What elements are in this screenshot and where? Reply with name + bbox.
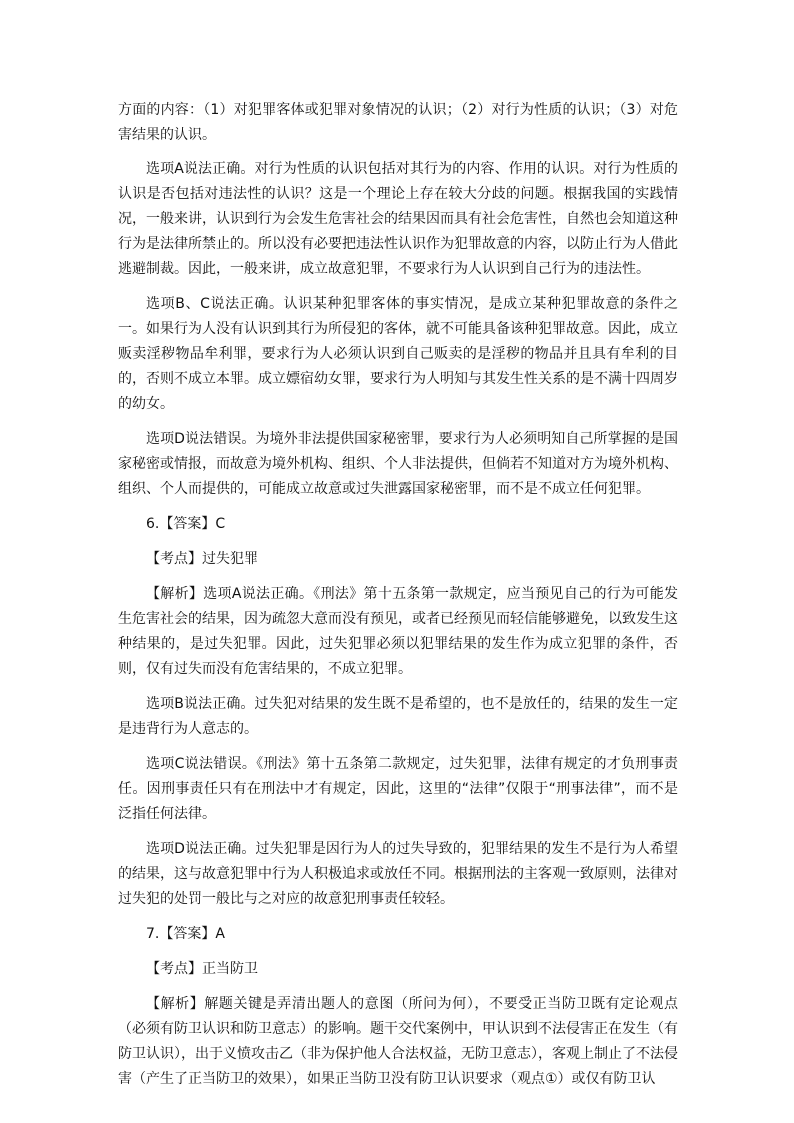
paragraph-option-bc: 选项B、C说法正确。认识某种犯罪客体的事实情况，是成立某种犯罪故意的条件之一。如果行为人没有认识到其行为所侵犯的客体，就不可能具备该种犯罪故意。因此，成立贩卖淫秽物品牟利罪，要求行为人必须认识到自己贩卖的是淫秽的物品并且具有牟利的目的，否则不成立本罪。成立嫖宿幼女罪，要求行为人明知与其发生性关系的是不满十四周岁的幼女。 [118, 296, 678, 412]
analysis-6-option-c: 选项C说法错误。《刑法》第十五条第二款规定，过失犯罪，法律有规定的才负刑事责任。因刑事责任只有在刑法中才有规定，因此，这里的“法律”仅限于“刑事法律”，而不是泛指任何法律。 [118, 756, 678, 822]
analysis-6-option-b: 选项B说法正确。过失犯对结果的发生既不是希望的，也不是放任的，结果的发生一定是违背行为人意志的。 [118, 696, 678, 737]
paragraph-option-d: 选项D说法错误。为境外非法提供国家秘密罪，要求行为人必须明知自己所掌握的是国家秘密或情报，而故意为境外机构、组织、个人非法提供，但倘若不知道对方为境外机构、组织、个人而提供的，可能成立故意或过失泄露国家秘密罪，而不是不成立任何犯罪。 [118, 431, 678, 497]
topic-6: 【考点】过失犯罪 [146, 551, 258, 567]
answer-6: 6.【答案】C [146, 516, 226, 532]
analysis-6-option-d: 选项D说法正确。过失犯罪是因行为人的过失导致的，犯罪结果的发生不是行为人希望的结果，这与故意犯罪中行为人积极追求或放任不同。根据刑法的主客观一致原则，法律对过失犯的处罚一般比与之对应的故意犯刑事责任较轻。 [118, 841, 678, 907]
analysis-7: 【解析】解题关键是弄清出题人的意图（所问为何），不要受正当防卫既有定论观点（必须有防卫认识和防卫意志）的影响。题干交代案例中，甲认识到不法侵害正在发生（有防卫认识），出于义愤攻击乙（非为保护他人合法权益，无防卫意志），客观上制止了不法侵害（产生了正当防卫的效果），如果正当防卫没有防卫认识要求（观点①）或仅有防卫认 [118, 996, 678, 1087]
document-page [118, 98, 678, 1102]
paragraph-option-a: 选项A说法正确。对行为性质的认识包括对其行为的内容、作用的认识。对行为性质的认识是否包括对违法性的认识？这是一个理论上存在较大分歧的问题。根据我国的实践情况，一般来讲，认识到行为会发生危害社会的结果因而具有社会危害性，自然也会知道这种行为是法律所禁止的。所以没有必要把违法性认识作为犯罪故意的内容，以防止行为人借此逃避制裁。因此，一般来讲，成立故意犯罪，不要求行为人认识到自己行为的违法性。 [118, 161, 678, 277]
analysis-6-option-a: 【解析】选项A说法正确。《刑法》第十五条第一款规定，应当预见自己的行为可能发生危害社会的结果，因为疏忽大意而没有预见，或者已经预见而轻信能够避免，以致发生这种结果的，是过失犯罪。因此，过失犯罪必须以犯罪结果的发生作为成立犯罪的条件，否则，仅有过失而没有危害结果的，不成立犯罪。 [118, 586, 678, 677]
answer-7: 7.【答案】A [146, 926, 225, 942]
paragraph-knowledge-content: 方面的内容：（1）对犯罪客体或犯罪对象情况的认识；（2）对行为性质的认识；（3）对危害结果的认识。 [118, 102, 678, 143]
topic-7: 【考点】正当防卫 [146, 961, 258, 977]
